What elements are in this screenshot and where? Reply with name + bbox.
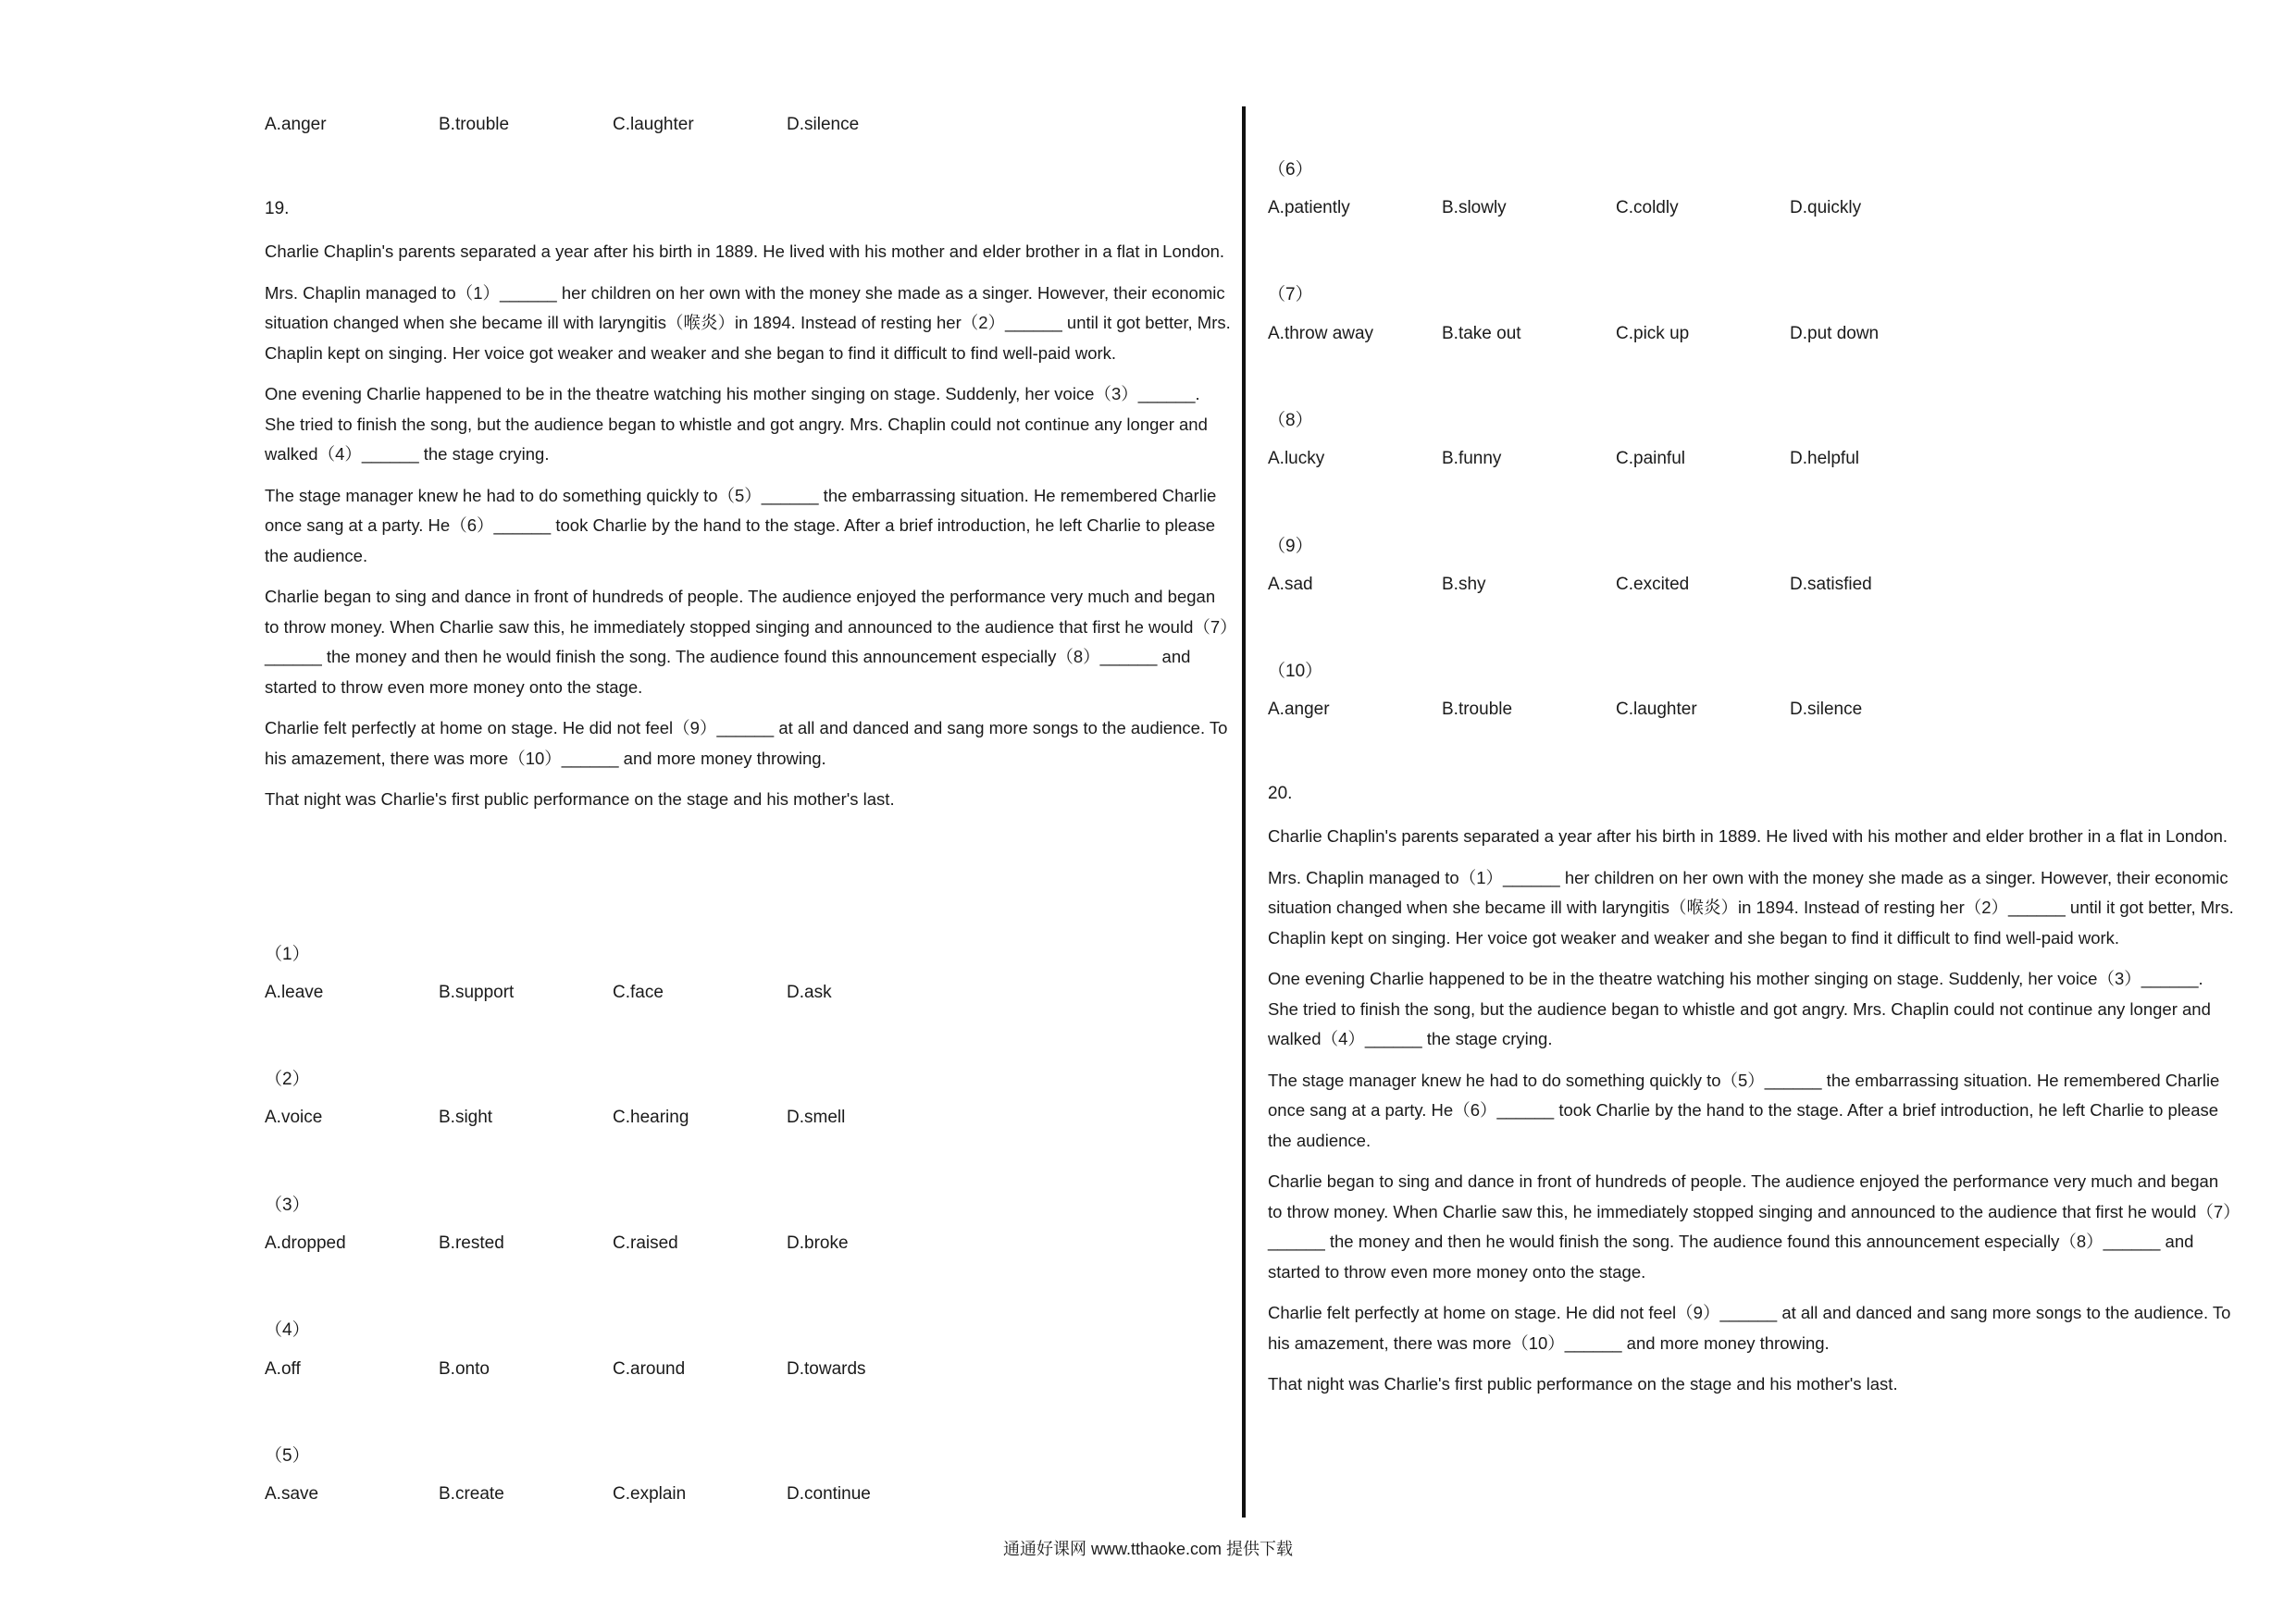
sub-question-label: （1） [265,945,310,964]
option-a[interactable]: A.save [265,1484,319,1504]
option-b[interactable]: B.create [439,1484,504,1504]
option-a[interactable]: A.off [265,1359,301,1379]
sub-question-options [1268,700,2234,725]
question-18-options [265,115,1231,141]
question-number-19: 19. [265,199,290,218]
option-a[interactable]: A.sad [1268,575,1313,594]
option-b[interactable]: B.trouble [1442,700,1513,719]
passage-paragraph: Mrs. Chaplin managed to（1）______ her children on her own with the money she made as a singer. However, their economic situation changed when she became ill with laryngitis（喉炎）in 1894. Instead of resting her（2）______ until it got better, Mrs. Chaplin kept on singing. Her voice got weaker and weaker and she began to find it difficult to find well-paid work. [265,282,1231,363]
sub-question-label: （4） [265,1320,310,1340]
option-d[interactable]: D.silence [787,115,860,134]
sub-question-label: （3） [265,1196,310,1215]
option-a[interactable]: A.lucky [1268,449,1325,468]
sub-question-label: （5） [265,1446,310,1466]
option-c[interactable]: C.face [613,983,664,1002]
sub-question-label: （7） [1268,285,1313,304]
sub-question-options [265,1108,1231,1134]
page-footer: 通通好课网 www.tthaoke.com 提供下载 [1002,1540,1294,1558]
passage-paragraph: One evening Charlie happened to be in the theatre watching his mother singing on stage. Suddenly, her voice（3）______. She tried to finish the song, but the audience began to whistle and got angry. Mrs. Chaplin could not continue any longer and walked（4）______ the stage crying. [265,384,1208,464]
option-a[interactable]: A.leave [265,983,324,1002]
passage-paragraph: Charlie felt perfectly at home on stage. He did not feel（9）______ at all and danced and sang more songs to the audience. To his amazement, there was more（10）______ and more money throwing. [1268,1303,2231,1353]
sub-question-options [265,1484,1231,1510]
option-d[interactable]: D.smell [787,1108,846,1127]
option-c[interactable]: C.around [613,1359,686,1379]
option-a[interactable]: A.anger [265,115,327,134]
option-b[interactable]: B.funny [1442,449,1502,468]
option-b[interactable]: B.sight [439,1108,493,1127]
option-a[interactable]: A.dropped [265,1233,346,1253]
passage-paragraph: Charlie Chaplin's parents separated a year after his birth in 1889. He lived with his mother and elder brother in a flat in London. [1268,826,2228,846]
passage-paragraph: One evening Charlie happened to be in the theatre watching his mother singing on stage. Suddenly, her voice（3）______. She tried to finish the song, but the audience began to whistle and got angry. Mrs. Chaplin could not continue any longer and walked（4）______ the stage crying. [1268,969,2211,1048]
passage-19 [265,237,1231,826]
option-b[interactable]: B.slowly [1442,198,1507,217]
passage-paragraph: That night was Charlie's first public performance on the stage and his mother's last. [1268,1374,1898,1394]
option-c[interactable]: C.explain [613,1484,687,1504]
option-d[interactable]: D.helpful [1790,449,1859,468]
sub-question-label: （8） [1268,411,1313,430]
option-b[interactable]: B.take out [1442,324,1521,343]
passage-paragraph: Mrs. Chaplin managed to（1）______ her children on her own with the money she made as a singer. However, their economic situation changed when she became ill with laryngitis（喉炎）in 1894. Instead of resting her（2）______ until it got better, Mrs. Chaplin kept on singing. Her voice got weaker and weaker and she began to find it difficult to find well-paid work. [1268,867,2234,948]
sub-question-options [265,1233,1231,1259]
option-d[interactable]: D.continue [787,1484,871,1504]
passage-paragraph: That night was Charlie's first public performance on the stage and his mother's last. [265,789,895,809]
option-d[interactable]: D.quickly [1790,198,1862,217]
option-a[interactable]: A.anger [1268,700,1330,719]
sub-question-options [1268,575,2234,601]
sub-question-options [1268,449,2234,475]
option-a[interactable]: A.patiently [1268,198,1350,217]
passage-paragraph: The stage manager knew he had to do something quickly to（5）______ the embarrassing situation. He remembered Charlie once sang at a party. He（6）______ took Charlie by the hand to the stage. After a brief introduction, he left Charlie to please the audience. [265,485,1217,565]
option-d[interactable]: D.put down [1790,324,1880,343]
sub-question-label: （6） [1268,160,1313,180]
sub-question-label: （2） [265,1070,310,1089]
option-c[interactable]: C.pick up [1616,324,1690,343]
option-b[interactable]: B.support [439,983,515,1002]
sub-question-options [1268,324,2234,350]
option-b[interactable]: B.shy [1442,575,1486,594]
option-b[interactable]: B.trouble [439,115,510,134]
question-number-20: 20. [1268,784,1293,803]
option-d[interactable]: D.broke [787,1233,849,1253]
passage-paragraph: Charlie Chaplin's parents separated a year after his birth in 1889. He lived with his mother and elder brother in a flat in London. [265,242,1225,261]
sub-question-options [265,1359,1231,1385]
passage-paragraph: Charlie began to sing and dance in front of hundreds of people. The audience enjoyed the performance very much and began to throw money. When Charlie saw this, he immediately stopped singing and announced to the audience that first he would（7）______ the money and then he would finish the song. The audience found this announcement especially（8）______ and started to throw even more money onto the stage. [265,587,1229,697]
option-c[interactable]: C.coldly [1616,198,1679,217]
option-c[interactable]: C.excited [1616,575,1690,594]
column-divider [1242,106,1246,1518]
option-c[interactable]: C.raised [613,1233,678,1253]
passage-paragraph: The stage manager knew he had to do something quickly to（5）______ the embarrassing situation. He remembered Charlie once sang at a party. He（6）______ took Charlie by the hand to the stage. After a brief introduction, he left Charlie to please the audience. [1268,1070,2220,1150]
passage-paragraph: Charlie began to sing and dance in front of hundreds of people. The audience enjoyed the performance very much and began to throw money. When Charlie saw this, he immediately stopped singing and announced to the audience that first he would（7）______ the money and then he would finish the song. The audience found this announcement especially（8）______ and started to throw even more money onto the stage. [1268,1171,2232,1282]
option-a[interactable]: A.voice [265,1108,323,1127]
option-c[interactable]: C.laughter [1616,700,1697,719]
sub-question-label: （10） [1268,662,1323,681]
passage-paragraph: Charlie felt perfectly at home on stage. He did not feel（9）______ at all and danced and sang more songs to the audience. To his amazement, there was more（10）______ and more money throwing. [265,718,1228,768]
option-d[interactable]: D.satisfied [1790,575,1872,594]
option-c[interactable]: C.laughter [613,115,694,134]
passage-20 [1268,822,2234,1411]
sub-question-label: （9） [1268,537,1313,556]
sub-question-options [1268,198,2234,224]
option-b[interactable]: B.rested [439,1233,504,1253]
option-a[interactable]: A.throw away [1268,324,1374,343]
option-d[interactable]: D.silence [1790,700,1863,719]
sub-question-options [265,983,1231,1009]
option-d[interactable]: D.ask [787,983,832,1002]
option-d[interactable]: D.towards [787,1359,866,1379]
option-c[interactable]: C.painful [1616,449,1685,468]
option-c[interactable]: C.hearing [613,1108,689,1127]
option-b[interactable]: B.onto [439,1359,490,1379]
